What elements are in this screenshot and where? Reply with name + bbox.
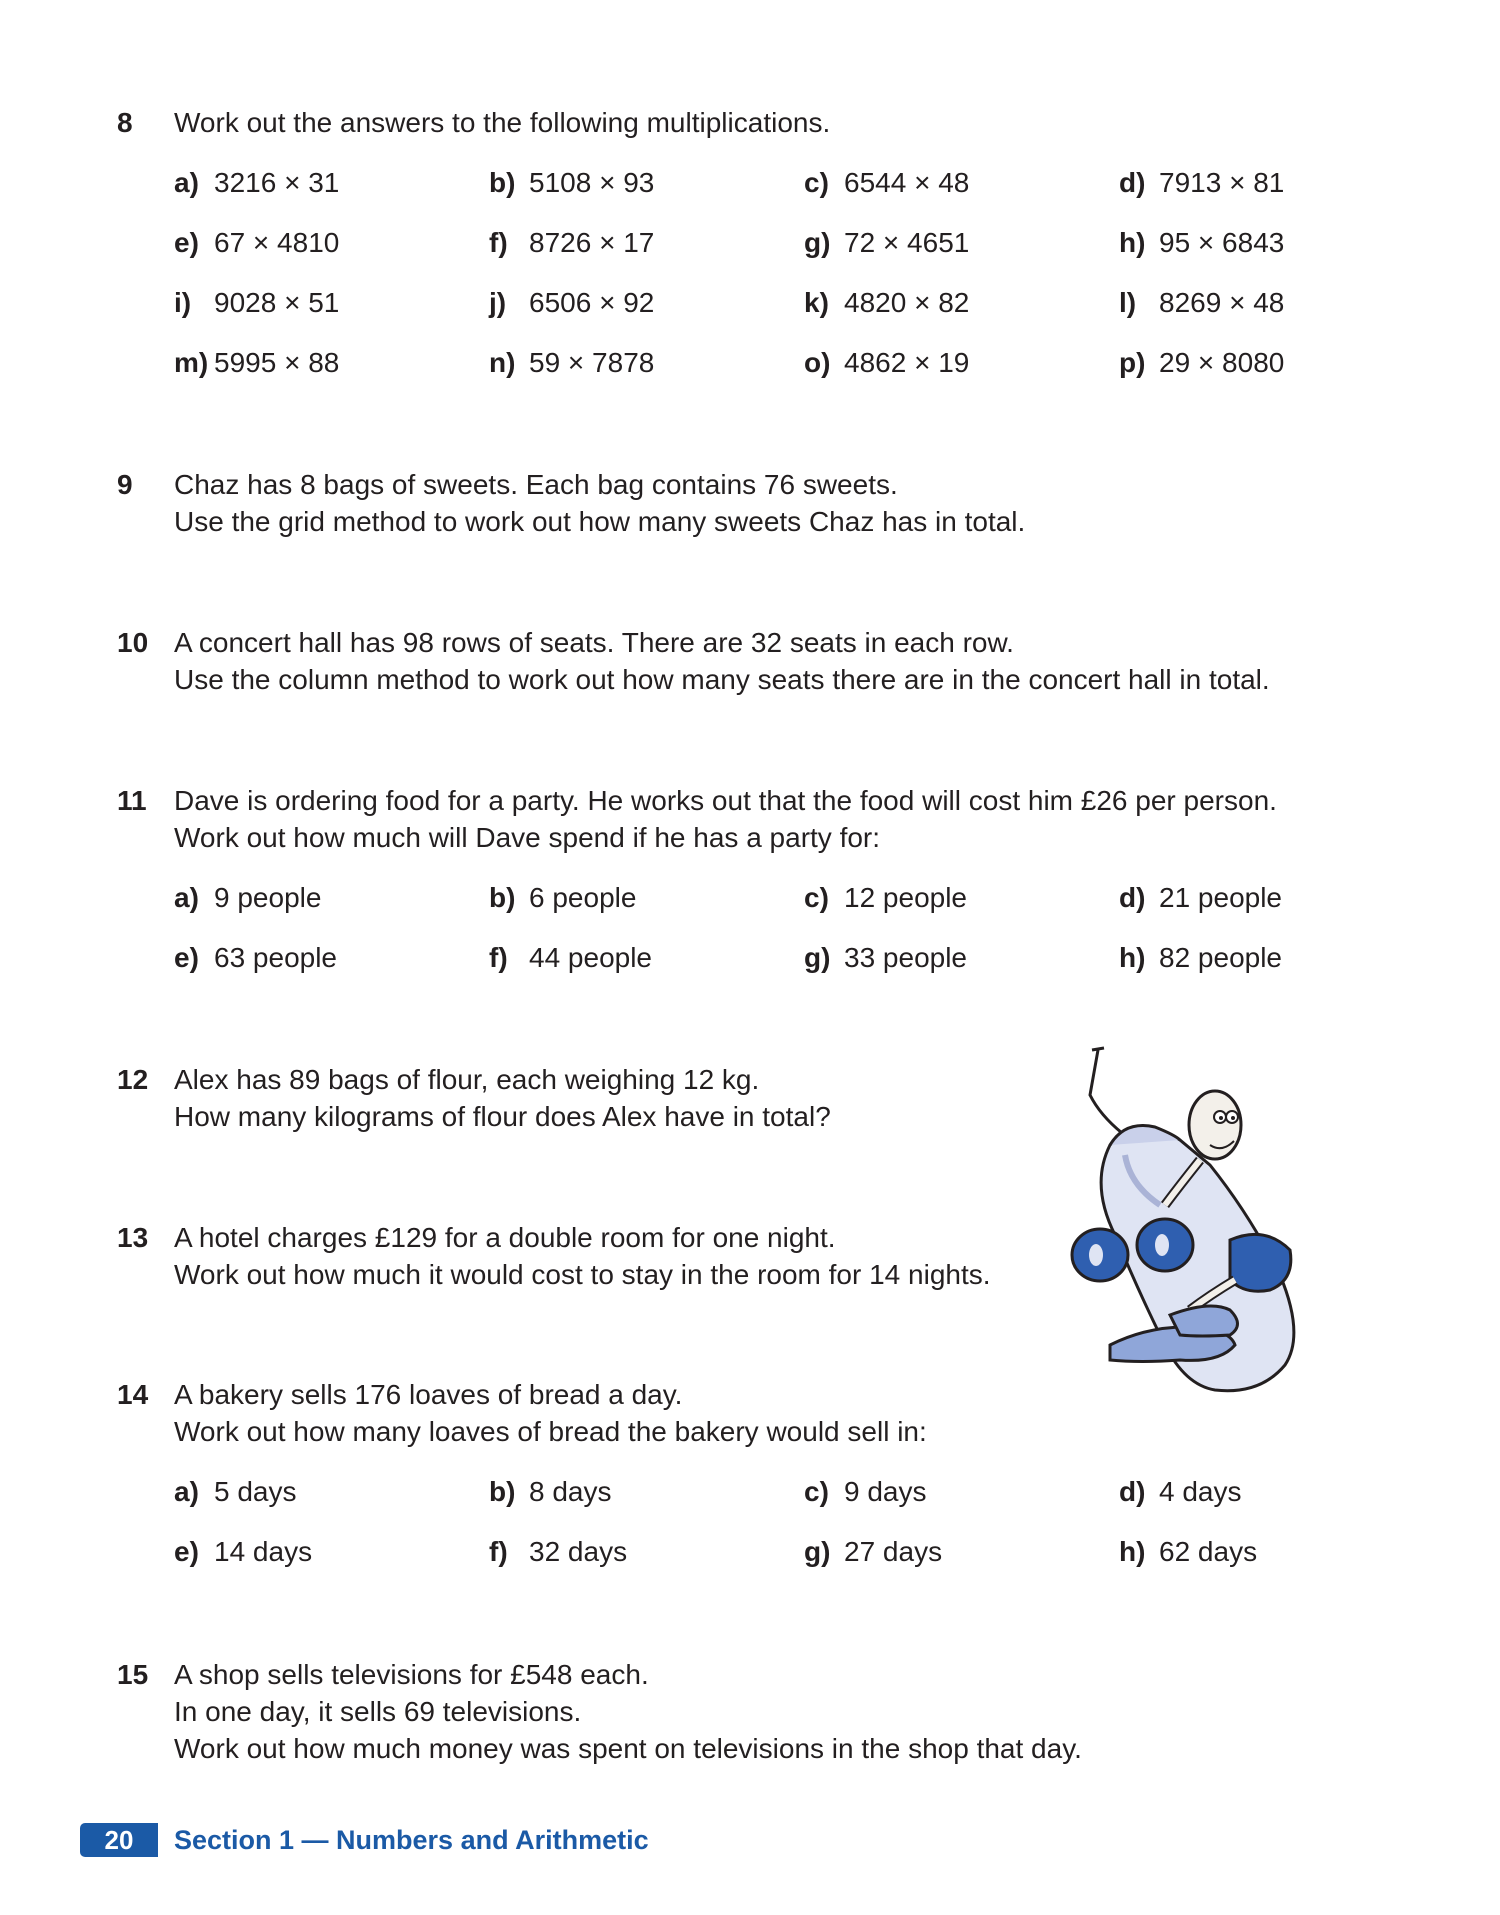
part-item bbox=[489, 939, 652, 976]
question-number: 13 bbox=[117, 1222, 149, 1253]
part-item bbox=[1119, 879, 1282, 916]
question-line: How many kilograms of flour does Alex have in total? bbox=[174, 1101, 831, 1132]
part-text: 4820 × 82 bbox=[844, 287, 970, 318]
part-item bbox=[1119, 164, 1284, 201]
part-text: 3216 × 31 bbox=[214, 167, 340, 198]
part-text: 44 people bbox=[529, 942, 653, 973]
part-label: i) bbox=[174, 287, 192, 318]
part-text: 32 days bbox=[529, 1536, 628, 1567]
part-item bbox=[804, 224, 969, 261]
question-line: Dave is ordering food for a party. He works out that the food will cost him £26 per person. bbox=[174, 785, 1277, 816]
part-text: 21 people bbox=[1159, 882, 1283, 913]
parts-row bbox=[174, 284, 1434, 344]
question-line: Work out the answers to the following multiplications. bbox=[174, 107, 831, 138]
question-number: 9 bbox=[117, 469, 133, 500]
question-number: 8 bbox=[117, 107, 133, 138]
part-label: b) bbox=[489, 1476, 516, 1507]
question-number: 10 bbox=[117, 627, 149, 658]
part-label: c) bbox=[804, 1476, 829, 1507]
page-number: 20 bbox=[80, 1823, 158, 1857]
boxer-punching-bag-icon bbox=[1070, 1045, 1330, 1420]
part-label: c) bbox=[804, 882, 829, 913]
question-number: 15 bbox=[117, 1659, 149, 1690]
part-item bbox=[804, 284, 969, 321]
parts-row bbox=[174, 164, 1434, 224]
part-label: l) bbox=[1119, 287, 1137, 318]
question-line: A bakery sells 176 loaves of bread a day. bbox=[174, 1379, 683, 1410]
part-text: 9 people bbox=[214, 882, 322, 913]
part-text: 6 people bbox=[529, 882, 637, 913]
part-item bbox=[1119, 284, 1284, 321]
part-text: 63 people bbox=[214, 942, 338, 973]
part-item bbox=[1119, 939, 1282, 976]
part-item bbox=[1119, 1533, 1257, 1570]
question-text bbox=[174, 782, 1277, 856]
part-item bbox=[174, 879, 321, 916]
part-label: g) bbox=[804, 227, 831, 258]
part-label: n) bbox=[489, 347, 516, 378]
parts-row bbox=[174, 344, 1434, 404]
parts-row bbox=[174, 224, 1434, 284]
part-text: 59 × 7878 bbox=[529, 347, 655, 378]
part-label: f) bbox=[489, 227, 508, 258]
parts-row bbox=[174, 1533, 1434, 1593]
part-text: 5995 × 88 bbox=[214, 347, 340, 378]
part-text: 9028 × 51 bbox=[214, 287, 340, 318]
parts-grid bbox=[174, 879, 1434, 999]
question-line: Use the grid method to work out how many sweets Chaz has in total. bbox=[174, 506, 1026, 537]
part-item bbox=[174, 164, 339, 201]
part-label: h) bbox=[1119, 227, 1146, 258]
question-text bbox=[174, 104, 830, 141]
question-line: Work out how many loaves of bread the bakery would sell in: bbox=[174, 1416, 927, 1447]
part-label: e) bbox=[174, 1536, 199, 1567]
part-item bbox=[489, 284, 654, 321]
part-text: 33 people bbox=[844, 942, 968, 973]
part-text: 5108 × 93 bbox=[529, 167, 655, 198]
part-text: 82 people bbox=[1159, 942, 1283, 973]
part-text: 72 × 4651 bbox=[844, 227, 970, 258]
part-text: 7913 × 81 bbox=[1159, 167, 1285, 198]
part-label: k) bbox=[804, 287, 829, 318]
part-item bbox=[489, 1473, 612, 1510]
question-line: Work out how much money was spent on televisions in the shop that day. bbox=[174, 1733, 1082, 1764]
question-number: 11 bbox=[117, 785, 147, 816]
part-text: 12 people bbox=[844, 882, 968, 913]
part-item bbox=[174, 939, 337, 976]
part-label: c) bbox=[804, 167, 829, 198]
question-line: In one day, it sells 69 televisions. bbox=[174, 1696, 582, 1727]
question-line: Work out how much it would cost to stay in the room for 14 nights. bbox=[174, 1259, 991, 1290]
part-text: 6506 × 92 bbox=[529, 287, 655, 318]
parts-grid bbox=[174, 164, 1434, 404]
part-item bbox=[1119, 1473, 1242, 1510]
part-text: 6544 × 48 bbox=[844, 167, 970, 198]
part-item bbox=[804, 1473, 927, 1510]
part-text: 8 days bbox=[529, 1476, 612, 1507]
part-label: b) bbox=[489, 167, 516, 198]
question-line: Use the column method to work out how many seats there are in the concert hall in total. bbox=[174, 664, 1270, 695]
question-line: Work out how much will Dave spend if he has a party for: bbox=[174, 822, 881, 853]
part-label: h) bbox=[1119, 942, 1146, 973]
part-text: 29 × 8080 bbox=[1159, 347, 1285, 378]
question-line: Alex has 89 bags of flour, each weighing 12 kg. bbox=[174, 1064, 760, 1095]
parts-row bbox=[174, 939, 1434, 999]
part-item bbox=[174, 224, 339, 261]
part-label: a) bbox=[174, 1476, 199, 1507]
part-label: m) bbox=[174, 347, 209, 378]
question-line: A shop sells televisions for £548 each. bbox=[174, 1659, 649, 1690]
part-label: a) bbox=[174, 882, 199, 913]
question-text bbox=[174, 1219, 991, 1293]
question-text bbox=[174, 466, 1025, 540]
part-label: b) bbox=[489, 882, 516, 913]
question-text bbox=[174, 1656, 1082, 1767]
part-text: 4862 × 19 bbox=[844, 347, 970, 378]
part-item bbox=[489, 344, 654, 381]
part-label: g) bbox=[804, 1536, 831, 1567]
question-number: 14 bbox=[117, 1379, 149, 1410]
part-text: 4 days bbox=[1159, 1476, 1242, 1507]
part-text: 62 days bbox=[1159, 1536, 1258, 1567]
parts-row bbox=[174, 879, 1434, 939]
part-label: h) bbox=[1119, 1536, 1146, 1567]
question-text bbox=[174, 1376, 927, 1450]
part-label: e) bbox=[174, 227, 199, 258]
question-number: 12 bbox=[117, 1064, 149, 1095]
part-text: 8269 × 48 bbox=[1159, 287, 1285, 318]
part-label: j) bbox=[489, 287, 507, 318]
part-item bbox=[804, 164, 969, 201]
part-item bbox=[174, 344, 339, 381]
part-label: d) bbox=[1119, 167, 1146, 198]
part-item bbox=[174, 284, 339, 321]
part-label: p) bbox=[1119, 347, 1146, 378]
part-item bbox=[174, 1533, 312, 1570]
part-label: f) bbox=[489, 1536, 508, 1567]
question-line: A hotel charges £129 for a double room for one night. bbox=[174, 1222, 836, 1253]
part-item bbox=[804, 939, 967, 976]
parts-row bbox=[174, 1473, 1434, 1533]
question-line: Chaz has 8 bags of sweets. Each bag contains 76 sweets. bbox=[174, 469, 898, 500]
question-text bbox=[174, 624, 1270, 698]
part-item bbox=[1119, 344, 1284, 381]
part-label: f) bbox=[489, 942, 508, 973]
part-item bbox=[804, 344, 969, 381]
part-item bbox=[489, 164, 654, 201]
part-label: d) bbox=[1119, 1476, 1146, 1507]
parts-grid bbox=[174, 1473, 1434, 1593]
part-text: 8726 × 17 bbox=[529, 227, 655, 258]
part-label: g) bbox=[804, 942, 831, 973]
question-line: A concert hall has 98 rows of seats. There are 32 seats in each row. bbox=[174, 627, 1014, 658]
part-item bbox=[804, 879, 967, 916]
part-label: a) bbox=[174, 167, 199, 198]
part-item bbox=[804, 1533, 942, 1570]
part-text: 9 days bbox=[844, 1476, 927, 1507]
part-text: 95 × 6843 bbox=[1159, 227, 1285, 258]
part-label: d) bbox=[1119, 882, 1146, 913]
part-item bbox=[489, 879, 636, 916]
question-text bbox=[174, 1061, 831, 1135]
part-item bbox=[1119, 224, 1284, 261]
section-title: Section 1 — Numbers and Arithmetic bbox=[174, 1825, 649, 1855]
part-label: e) bbox=[174, 942, 199, 973]
part-text: 67 × 4810 bbox=[214, 227, 340, 258]
part-label: o) bbox=[804, 347, 831, 378]
part-text: 14 days bbox=[214, 1536, 313, 1567]
part-text: 27 days bbox=[844, 1536, 943, 1567]
part-item bbox=[489, 1533, 627, 1570]
part-text: 5 days bbox=[214, 1476, 297, 1507]
part-item bbox=[489, 224, 654, 261]
part-item bbox=[174, 1473, 297, 1510]
